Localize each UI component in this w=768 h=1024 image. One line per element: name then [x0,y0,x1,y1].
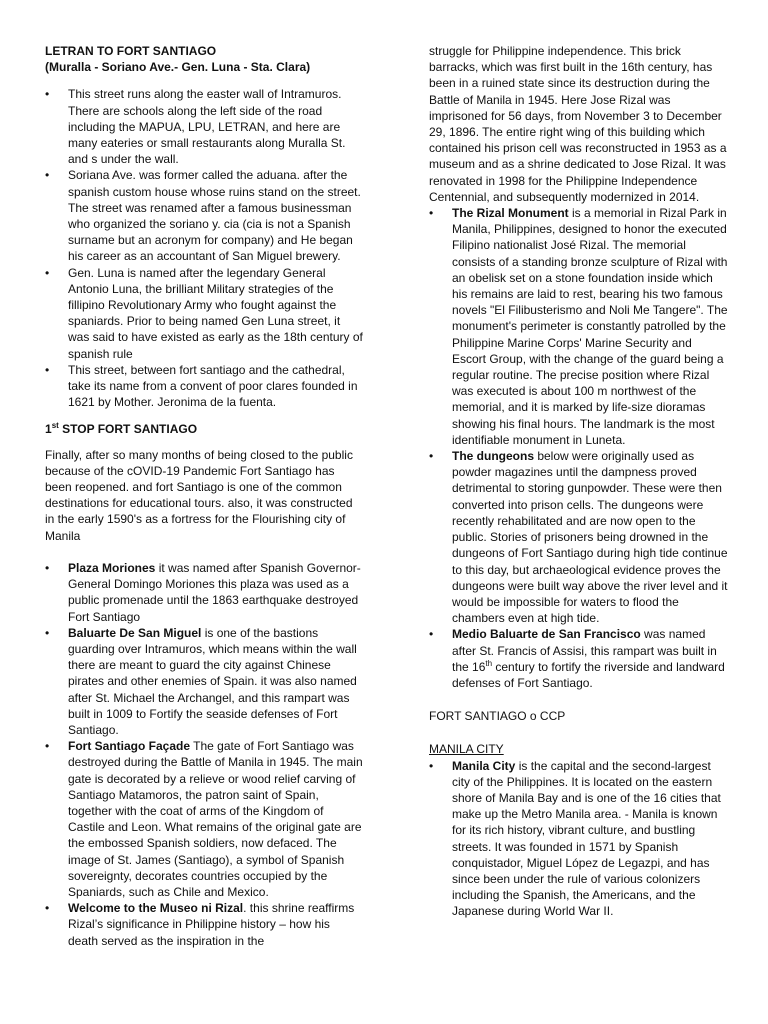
list-item [45,738,363,900]
list-item [429,758,729,920]
stop-title: STOP FORT SANTIAGO [58,422,198,437]
list-item: • Soriana Ave. was former called the aduana. after the spanish custom house whose ruins stand on the street. The street was renamed after a famous businessman who organized the soriano y. cia (cia is not a Spanish surname but an acronym for company) and He began his career as an accountant of San Miguel brewery. [45,167,363,264]
century-ordinal: th [485,658,493,668]
street-list [45,86,363,410]
left-column [45,43,363,949]
stop-heading [45,421,363,437]
site-title: Fort Santiago Façade [68,739,191,754]
list-item [429,205,729,448]
site-text: below were originally used as powder magazines until the dampness proved detrimental to storing gunpowder. These were then converted into prison cells. The dungeons were recently rehabilitated and are now open to the public. Stories of prisoners being drowned in the dungeons of Fort Santiago during high tide continue to this day, but archaeological evidence proves the dungeons were built way above the river level and it would be impossible for waters to flood the chambers even at high tide. [452,449,728,626]
stop-number: 1 [45,422,52,437]
list-item [45,900,363,949]
list-item [429,448,729,626]
museum-continuation: struggle for Philippine independence. This brick barracks, which was first built in the 16th century, has been in a ruined state since its destruction during the Battle of Manila in 1945. Here Jose Rizal was imprisoned for 56 days, from November 3 to December 29, 1896. The entire right wing of this building which contained his prison cell was reconstructed in 1953 as a museum and as a shrine dedicated to Jose Rizal. It was renovated in 1998 for the Philippine Independence Centennial, and subsequently modernized in 2014. [429,44,727,204]
site-text: was named after St. Francis of Assisi, this rampart was built in the 16 [452,627,717,674]
site-title: Welcome to the Museo ni Rizal [68,901,244,916]
site-text: The gate of Fort Santiago was destroyed during the Battle of Manila in 1945. The main gate is decorated by a relieve or wood relief carving of Santiago Matamoros, the patron saint of Spain, together with the coat of arms of the Kingdom of Castile and Leon. What remains of the original gate are the embossed Spanish soldiers, now defaced. The image of St. James (Santiago), a symbol of Spanish sovereignty, decorates countries occupied by the Spaniards, such as Chile and Mexico. [68,739,363,899]
site-text: it was named after Spanish Governor- General Domingo Moriones this plaza was used as a public promenade until the 1863 earthquake destroyed Fort Santiago [68,560,361,624]
manila-heading: MANILA CITY [429,742,504,757]
site-title: Plaza Moriones [68,560,156,575]
list-item [45,560,363,625]
intro-paragraph: Finally, after so many months of being closed to the public because of the cOVID-19 Pandemic Fort Santiago has been reopened. and fort Santiago is one of the common destinations for educational tours. also, it was constructed in the early 1590's as a fortress for the Flourishing city of Manila [45,447,353,543]
site-text: is a memorial in Rizal Park in Manila, Philippines, designed to honor the executed Filipino nationalist José Rizal. The memorial consists of a standing bronze sculpture of Rizal with an obelisk set on a stone foundation inside which his remains are laid to rest, bearing his two famous novels "El Filibusterismo and Noli Me Tangere". The monument's perimeter is constantly patrolled by the Philippine Marine Corps' Marine Security and Escort Group, with the change of the guard being a regular routine. The precise position where Rizal was executed is about 100 m northwest of the memorial, and it is marked by life-size dioramas showing his final hours. The landmark is the most identifiable monument in Luneta. [452,206,728,447]
fort-ccp-heading: FORT SANTIAGO o CCP [429,709,566,724]
site-title: Manila City [452,758,516,773]
site-text: is one of the bastions guarding over Intramuros, which means within the wall there are meant to guard the city against Chinese pirates and other enemies of Spain. it was also named after St. Michael the Archangel, and this rampart was built in 1009 to Fortify the seaside defenses of Fort Santiago. [68,625,357,737]
list-item [429,626,729,691]
right-column [429,43,729,920]
route-subheading: (Muralla - Soriano Ave.- Gen. Luna - Sta. Clara) [45,60,311,75]
site-text: is the capital and the second-largest city of the Philippines. It is located on the eastern shore of Manila Bay and is one of the 16 cities that make up the Metro Manila area. ‑ Manila is known for its rich history, vibrant culture, and bustling streets. It was founded in 1571 by Spanish conquistador, Miguel López de Legazpi, and has since been under the rule of various colonizers including the Spanish, the Americans, and the Japanese during World War II. [452,758,721,919]
list-item [45,625,363,738]
site-title: Baluarte De San Miguel [68,625,202,640]
site-title: The Rizal Monument [452,206,569,221]
list-item: • Gen. Luna is named after the legendary General Antonio Luna, the brilliant Military strategies of the fillipino Revolutionary Army who fought against the spaniards. Prior to being named Gen Luna street, it was said to have existed as early as the 18th century of spanish rule [45,265,363,362]
manila-list [429,758,729,920]
site-title: Medio Baluarte de San Francisco [452,627,641,642]
sites-list [45,560,363,949]
list-item: • This street runs along the easter wall of Intramuros. There are schools along the left side of the road including the MAPUA, LPU, LETRAN, and here are many eateries or small restaurants along Muralla St. and s under the wall. [45,86,363,167]
route-heading: LETRAN TO FORT SANTIAGO [45,44,217,58]
site-title: The dungeons [452,449,534,464]
monuments-list [429,205,729,691]
list-item: • This street, between fort santiago and the cathedral, take its name from a convent of poor clares founded in 1621 by Mother. Jeronima de la fuenta. [45,362,363,411]
site-text-cont: century to fortify the riverside and landward defenses of Fort Santiago. [452,659,725,690]
stop-ordinal: st [51,421,59,431]
site-text: . this shrine reaffirms Rizal’s significance in Philippine history – how his death served as the inspiration in the [68,901,355,948]
